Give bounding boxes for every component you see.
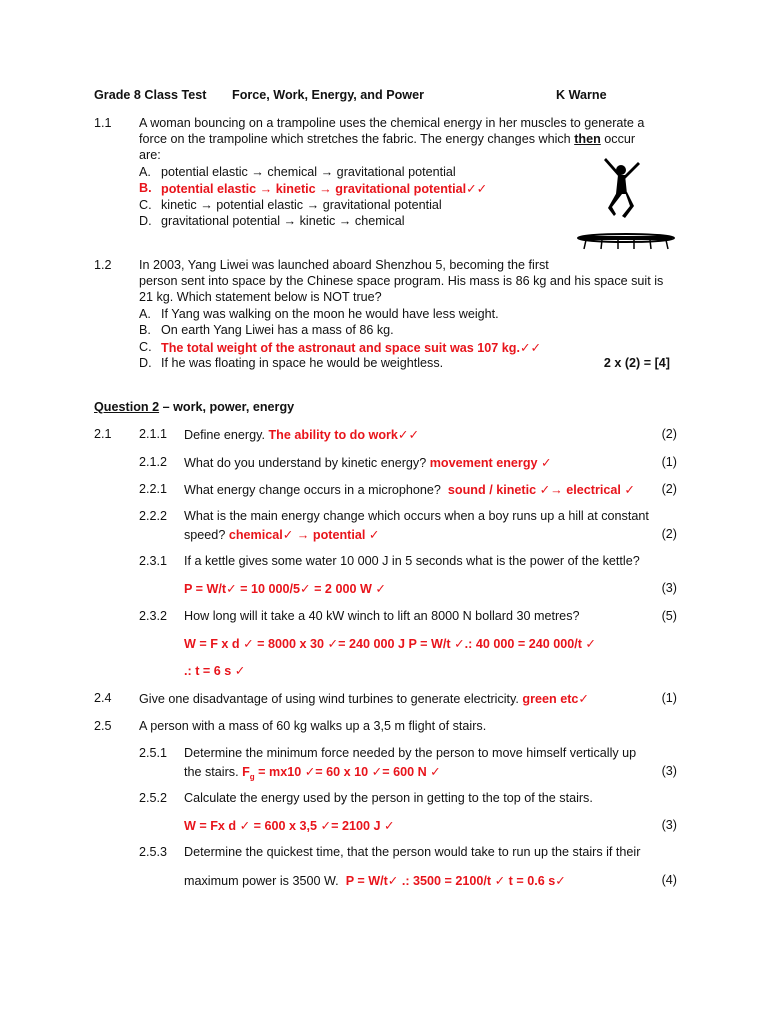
trampoline-image xyxy=(576,232,676,252)
answer-text: P = W/t✓ .: 3500 = 2100/t ✓ t = 0.6 s✓ xyxy=(345,874,566,888)
answer-text: The ability to do work✓✓ xyxy=(268,428,420,442)
question-text: Calculate the energy used by the person in getting to the top of the stairs. xyxy=(184,791,593,805)
answer-text: .: t = 6 s ✓ xyxy=(184,664,246,678)
option-text: gravitational potential → kinetic → chemical xyxy=(161,214,405,228)
option-text: On earth Yang Liwei has a mass of 86 kg. xyxy=(161,323,394,337)
option-letter: B. xyxy=(139,181,152,195)
answer-text: $F_g = mx10$ ✓= 60 x 10 ✓= 600 N ✓ xyxy=(242,765,441,782)
question-text: What do you understand by kinetic energy? movement energy ✓ xyxy=(184,456,552,470)
option-text: potential elastic → chemical → gravitational potential xyxy=(161,165,456,179)
question-text: What is the main energy change which occurs when a boy runs up a hill at constant xyxy=(184,509,649,523)
option-letter: A. xyxy=(139,165,151,179)
option-letter: A. xyxy=(139,307,151,321)
emphasis-then: then xyxy=(574,132,601,146)
answer-text: sound / kinetic ✓→ electrical ✓ xyxy=(447,483,635,497)
answer-text: movement energy ✓ xyxy=(429,456,552,470)
subquestion-number: 2.5.2 xyxy=(139,791,168,805)
option-letter: B. xyxy=(139,323,151,337)
subquestion-number: 2.1.1 xyxy=(139,427,168,441)
subquestion-number: 2.1.2 xyxy=(139,455,168,469)
subquestion-number: 2.2.1 xyxy=(139,482,168,496)
question-number: 2.5 xyxy=(94,719,112,733)
marks: (4) xyxy=(661,873,677,887)
option-letter: D. xyxy=(139,214,152,228)
test-subject: Force, Work, Energy, and Power xyxy=(232,88,424,102)
question-text: maximum power is 3500 W. P = W/t✓ .: 3500 = 2100/t ✓ t = 0.6 s✓ xyxy=(184,874,566,888)
subquestion-number: 2.3.2 xyxy=(139,609,168,623)
marks: (1) xyxy=(661,455,677,469)
question-text-line: are: xyxy=(139,148,161,162)
question-text: Determine the minimum force needed by the person to move himself vertically up xyxy=(184,746,637,760)
question-text-line: person sent into space by the Chinese space program. His mass is 86 kg and his space suit is xyxy=(139,274,664,288)
question-text: How long will it take a 40 kW winch to lift an 8000 N bollard 30 metres? xyxy=(184,609,580,623)
question-number: 1.2 xyxy=(94,258,112,272)
test-author: K Warne xyxy=(556,88,607,102)
answer-text: W = F x d ✓ = 8000 x 30 ✓= 240 000 J P = W/t ✓.: 40 000 = 240 000/t ✓ xyxy=(184,637,596,651)
question-text-line: force on the trampoline which stretches the fabric. The energy changes which then occur xyxy=(139,132,636,146)
answer-text: green etc✓ xyxy=(522,692,589,706)
marks: (1) xyxy=(661,691,677,705)
answer-text: chemical✓ → potential ✓ xyxy=(228,528,380,542)
subquestion-number: 2.5.1 xyxy=(139,746,168,760)
answer-text: W = Fx d ✓ = 600 x 3,5 ✓= 2100 J ✓ xyxy=(184,819,395,833)
option-letter: D. xyxy=(139,356,152,370)
question-number: 2.1 xyxy=(94,427,112,441)
option-text: kinetic → potential elastic → gravitational potential xyxy=(161,198,442,212)
question-text: Determine the quickest time, that the person would take to run up the stairs if their xyxy=(184,845,641,859)
marks: (2) xyxy=(661,427,677,441)
marks: (2) xyxy=(661,482,677,496)
question-number: 2.4 xyxy=(94,691,112,705)
question-text-line: In 2003, Yang Liwei was launched aboard Shenzhou 5, becoming the first xyxy=(139,258,549,272)
marks: (3) xyxy=(661,818,677,832)
question-text: speed? chemical✓ → potential ✓ xyxy=(184,528,380,542)
question-text: Define energy. The ability to do work✓✓ xyxy=(184,428,420,442)
marks-total: 2 x (2) = [4] xyxy=(603,356,670,370)
correct-option-text: The total weight of the astronaut and space suit was 107 kg.✓✓ xyxy=(161,341,542,355)
question-text: What energy change occurs in a microphone? sound / kinetic ✓→ electrical ✓ xyxy=(184,483,635,497)
question-text-line: A woman bouncing on a trampoline uses the chemical energy in her muscles to generate a xyxy=(139,116,645,130)
question-text: Give one disadvantage of using wind turbines to generate electricity. green etc✓ xyxy=(139,692,589,706)
answer-text: P = W/t✓ = 10 000/5✓ = 2 000 W ✓ xyxy=(184,582,386,596)
question-text: If a kettle gives some water 10 000 J in 5 seconds what is the power of the kettle? xyxy=(184,554,640,568)
subquestion-number: 2.2.2 xyxy=(139,509,168,523)
marks: (5) xyxy=(661,609,677,623)
subquestion-number: 2.5.3 xyxy=(139,845,168,859)
subquestion-number: 2.3.1 xyxy=(139,554,168,568)
jumping-person-image xyxy=(596,156,646,220)
option-text: If Yang was walking on the moon he would have less weight. xyxy=(161,307,499,321)
option-letter: C. xyxy=(139,340,152,354)
question-number: 1.1 xyxy=(94,116,112,130)
question-text: A person with a mass of 60 kg walks up a 3,5 m flight of stairs. xyxy=(139,719,487,733)
question-text: the stairs. $F_g = mx10$ ✓= 60 x 10 ✓= 600 N ✓ xyxy=(184,765,441,782)
section-heading: Question 2 – work, power, energy xyxy=(94,400,295,414)
correct-option-text: potential elastic → kinetic → gravitational potential✓✓ xyxy=(161,182,488,196)
test-title: Grade 8 Class Test xyxy=(94,88,207,102)
marks: (3) xyxy=(661,764,677,778)
marks: (3) xyxy=(661,581,677,595)
question-text-line: 21 kg. Which statement below is NOT true? xyxy=(139,290,382,304)
option-letter: C. xyxy=(139,198,152,212)
option-text: If he was floating in space he would be weightless. xyxy=(161,356,444,370)
marks: (2) xyxy=(661,527,677,541)
